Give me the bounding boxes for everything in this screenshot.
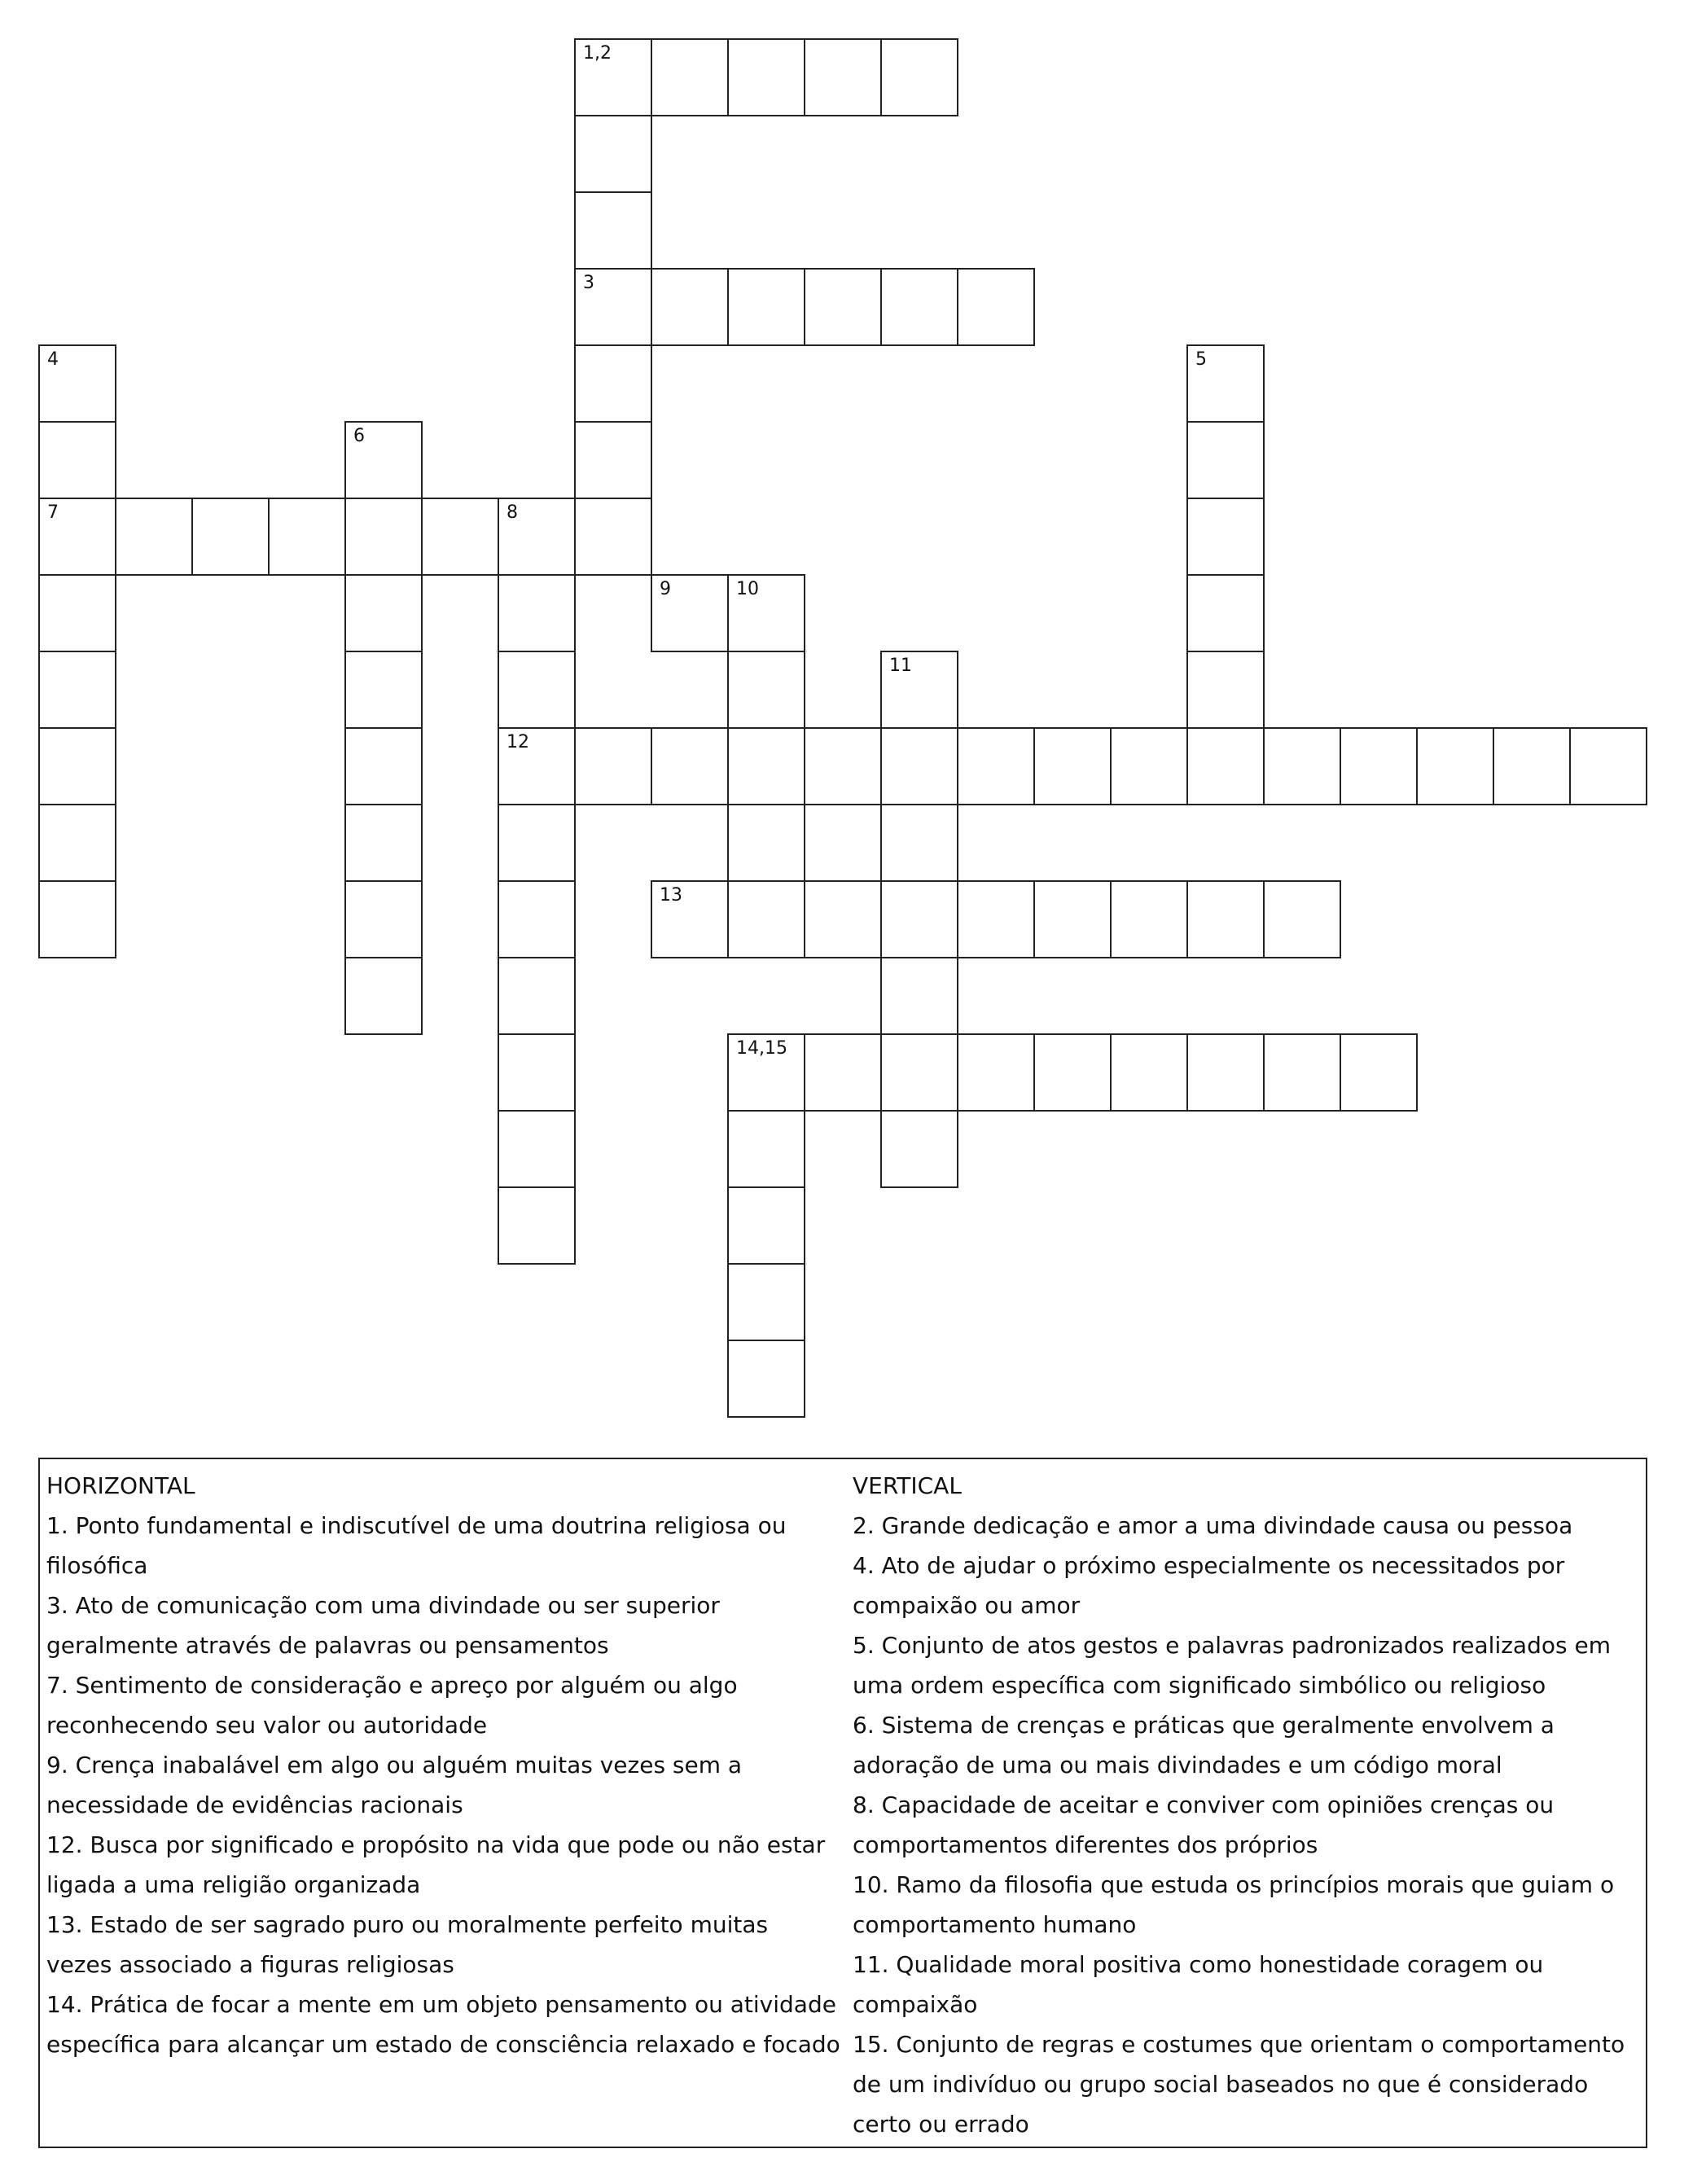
grid-cell[interactable] xyxy=(498,498,576,576)
grid-cell[interactable] xyxy=(727,1263,805,1341)
vertical-clue-11: 11. Qualidade moral positiva como honestidade coragem ou compaixão xyxy=(853,1951,1544,2018)
grid-cell[interactable] xyxy=(651,574,729,652)
grid-cell[interactable] xyxy=(1186,421,1265,499)
grid-cell[interactable] xyxy=(38,498,116,576)
grid-cell[interactable] xyxy=(804,1033,882,1112)
horizontal-clue-13: 13. Estado de ser sagrado puro ou moralmente perfeito muitas vezes associado a figuras religiosas xyxy=(46,1911,769,1978)
grid-cell[interactable] xyxy=(880,957,958,1035)
grid-cell[interactable] xyxy=(1033,727,1112,805)
clue-number: 6 xyxy=(353,426,365,446)
grid-cell[interactable] xyxy=(574,421,652,499)
grid-cell[interactable] xyxy=(957,1033,1035,1112)
clue-number: 4 xyxy=(47,349,59,370)
clue-number: 14,15 xyxy=(736,1038,787,1059)
grid-cell[interactable] xyxy=(727,38,805,116)
grid-cell[interactable] xyxy=(1186,498,1265,576)
grid-cell[interactable] xyxy=(421,498,499,576)
grid-cell[interactable] xyxy=(574,344,652,423)
grid-cell[interactable] xyxy=(1416,727,1494,805)
grid-cell[interactable] xyxy=(1569,727,1647,805)
clue-number: 9 xyxy=(660,579,671,599)
grid-cell[interactable] xyxy=(38,421,116,499)
grid-cell[interactable] xyxy=(727,804,805,882)
grid-cell[interactable] xyxy=(498,1033,576,1112)
grid-cell[interactable] xyxy=(498,804,576,882)
grid-cell[interactable] xyxy=(344,651,423,729)
grid-cell[interactable] xyxy=(498,1186,576,1265)
grid-cell[interactable] xyxy=(727,651,805,729)
grid-cell[interactable] xyxy=(498,727,576,805)
grid-cell[interactable] xyxy=(38,804,116,882)
grid-cell[interactable] xyxy=(498,880,576,958)
grid-cell[interactable] xyxy=(1186,344,1265,423)
vertical-clue-10: 10. Ramo da filosofia que estuda os princípios morais que guiam o comportamento humano xyxy=(853,1871,1615,1938)
horizontal-clue-12: 12. Busca por significado e propósito na vida que pode ou não estar ligada a uma religião organizada xyxy=(46,1831,826,1898)
grid-cell[interactable] xyxy=(957,727,1035,805)
grid-cell[interactable] xyxy=(344,574,423,652)
grid-cell[interactable] xyxy=(880,268,958,346)
grid-cell[interactable] xyxy=(880,880,958,958)
grid-cell[interactable] xyxy=(804,727,882,805)
grid-cell[interactable] xyxy=(498,957,576,1035)
vertical-clue-4: 4. Ato de ajudar o próximo especialmente os necessitados por compaixão ou amor xyxy=(853,1552,1565,1619)
grid-cell[interactable] xyxy=(727,1340,805,1418)
clue-number: 12 xyxy=(507,732,529,752)
clue-number: 8 xyxy=(507,502,518,523)
horizontal-clue-7: 7. Sentimento de consideração e apreço por alguém ou algo reconhecendo seu valor ou autoridade xyxy=(46,1672,738,1739)
grid-cell[interactable] xyxy=(344,880,423,958)
grid-cell[interactable] xyxy=(880,1110,958,1188)
vertical-clue-6: 6. Sistema de crenças e práticas que geralmente envolvem a adoração de uma ou mais divindades e um código moral xyxy=(853,1712,1555,1778)
horizontal-clue-9: 9. Crença inabalável em algo ou alguém muitas vezes sem a necessidade de evidências racionais xyxy=(46,1752,743,1818)
grid-cell[interactable] xyxy=(880,804,958,882)
grid-cell[interactable] xyxy=(268,498,346,576)
clue-number: 3 xyxy=(583,273,594,293)
grid-cell[interactable] xyxy=(727,1033,805,1112)
grid-cell[interactable] xyxy=(1340,727,1418,805)
grid-cell[interactable] xyxy=(727,1110,805,1188)
grid-cell[interactable] xyxy=(344,957,423,1035)
vertical-clue-5: 5. Conjunto de atos gestos e palavras padronizados realizados em uma ordem específica com significado simbólico ou religioso xyxy=(853,1632,1611,1699)
clue-number: 10 xyxy=(736,579,759,599)
grid-cell[interactable] xyxy=(498,651,576,729)
grid-cell[interactable] xyxy=(498,574,576,652)
grid-cell[interactable] xyxy=(1186,651,1265,729)
grid-cell[interactable] xyxy=(574,38,652,116)
grid-cell[interactable] xyxy=(880,651,958,729)
vertical-title: VERTICAL xyxy=(853,1472,962,1499)
grid-cell[interactable] xyxy=(804,38,882,116)
grid-cell[interactable] xyxy=(727,1186,805,1265)
grid-cell[interactable] xyxy=(344,498,423,576)
grid-cell[interactable] xyxy=(727,574,805,652)
vertical-clue-15: 15. Conjunto de regras e costumes que orientam o comportamento de um indivíduo ou grupo social baseados no que é considerado certo ou errado xyxy=(853,2031,1625,2138)
grid-cell[interactable] xyxy=(574,191,652,270)
grid-cell[interactable] xyxy=(344,421,423,499)
horizontal-clues xyxy=(46,1466,840,2064)
grid-cell[interactable] xyxy=(1110,880,1188,958)
grid-cell[interactable] xyxy=(344,727,423,805)
grid-cell[interactable] xyxy=(38,880,116,958)
grid-cell[interactable] xyxy=(1033,1033,1112,1112)
grid-cell[interactable] xyxy=(727,880,805,958)
grid-cell[interactable] xyxy=(1340,1033,1418,1112)
grid-cell[interactable] xyxy=(957,268,1035,346)
horizontal-clue-3: 3. Ato de comunicação com uma divindade ou ser superior geralmente através de palavras ou pensamentos xyxy=(46,1592,720,1659)
grid-cell[interactable] xyxy=(880,38,958,116)
grid-cell[interactable] xyxy=(574,115,652,193)
grid-cell[interactable] xyxy=(38,651,116,729)
grid-cell[interactable] xyxy=(804,880,882,958)
grid-cell[interactable] xyxy=(880,1033,958,1112)
grid-cell[interactable] xyxy=(1493,727,1571,805)
grid-cell[interactable] xyxy=(727,727,805,805)
grid-cell[interactable] xyxy=(498,1110,576,1188)
grid-cell[interactable] xyxy=(38,574,116,652)
grid-cell[interactable] xyxy=(1186,1033,1265,1112)
grid-cell[interactable] xyxy=(115,498,193,576)
clues-box xyxy=(38,1458,1647,2148)
grid-cell[interactable] xyxy=(574,498,652,576)
vertical-clue-8: 8. Capacidade de aceitar e conviver com opiniões crenças ou comportamentos diferentes dos próprios xyxy=(853,1791,1555,1858)
grid-cell[interactable] xyxy=(651,727,729,805)
horizontal-clue-1: 1. Ponto fundamental e indiscutível de uma doutrina religiosa ou filosófica xyxy=(46,1512,787,1579)
grid-cell[interactable] xyxy=(651,268,729,346)
vertical-clue-2: 2. Grande dedicação e amor a uma divindade causa ou pessoa xyxy=(853,1512,1573,1539)
grid-cell[interactable] xyxy=(1186,880,1265,958)
grid-cell[interactable] xyxy=(1186,727,1265,805)
grid-cell[interactable] xyxy=(880,727,958,805)
vertical-clues xyxy=(853,1466,1642,2144)
grid-cell[interactable] xyxy=(344,804,423,882)
grid-cell[interactable] xyxy=(1110,1033,1188,1112)
grid-cell[interactable] xyxy=(1110,727,1188,805)
grid-cell[interactable] xyxy=(1186,574,1265,652)
clue-number: 13 xyxy=(660,885,682,906)
grid-cell[interactable] xyxy=(804,268,882,346)
horizontal-title: HORIZONTAL xyxy=(46,1472,195,1499)
clue-number: 1,2 xyxy=(583,43,612,64)
grid-cell[interactable] xyxy=(38,727,116,805)
clue-number: 11 xyxy=(889,656,912,676)
grid-cell[interactable] xyxy=(574,268,652,346)
grid-cell[interactable] xyxy=(957,880,1035,958)
clue-number: 5 xyxy=(1195,349,1207,370)
grid-cell[interactable] xyxy=(727,268,805,346)
grid-cell[interactable] xyxy=(1263,1033,1341,1112)
grid-cell[interactable] xyxy=(191,498,270,576)
grid-cell[interactable] xyxy=(38,344,116,423)
grid-cell[interactable] xyxy=(1033,880,1112,958)
grid-cell[interactable] xyxy=(651,880,729,958)
horizontal-clue-14: 14. Prática de focar a mente em um objeto pensamento ou atividade específica para alcançar um estado de consciência relaxado e focado xyxy=(46,1991,840,2058)
grid-cell[interactable] xyxy=(651,38,729,116)
grid-cell[interactable] xyxy=(574,727,652,805)
grid-cell[interactable] xyxy=(1263,880,1341,958)
clue-number: 7 xyxy=(47,502,59,523)
grid-cell[interactable] xyxy=(1263,727,1341,805)
